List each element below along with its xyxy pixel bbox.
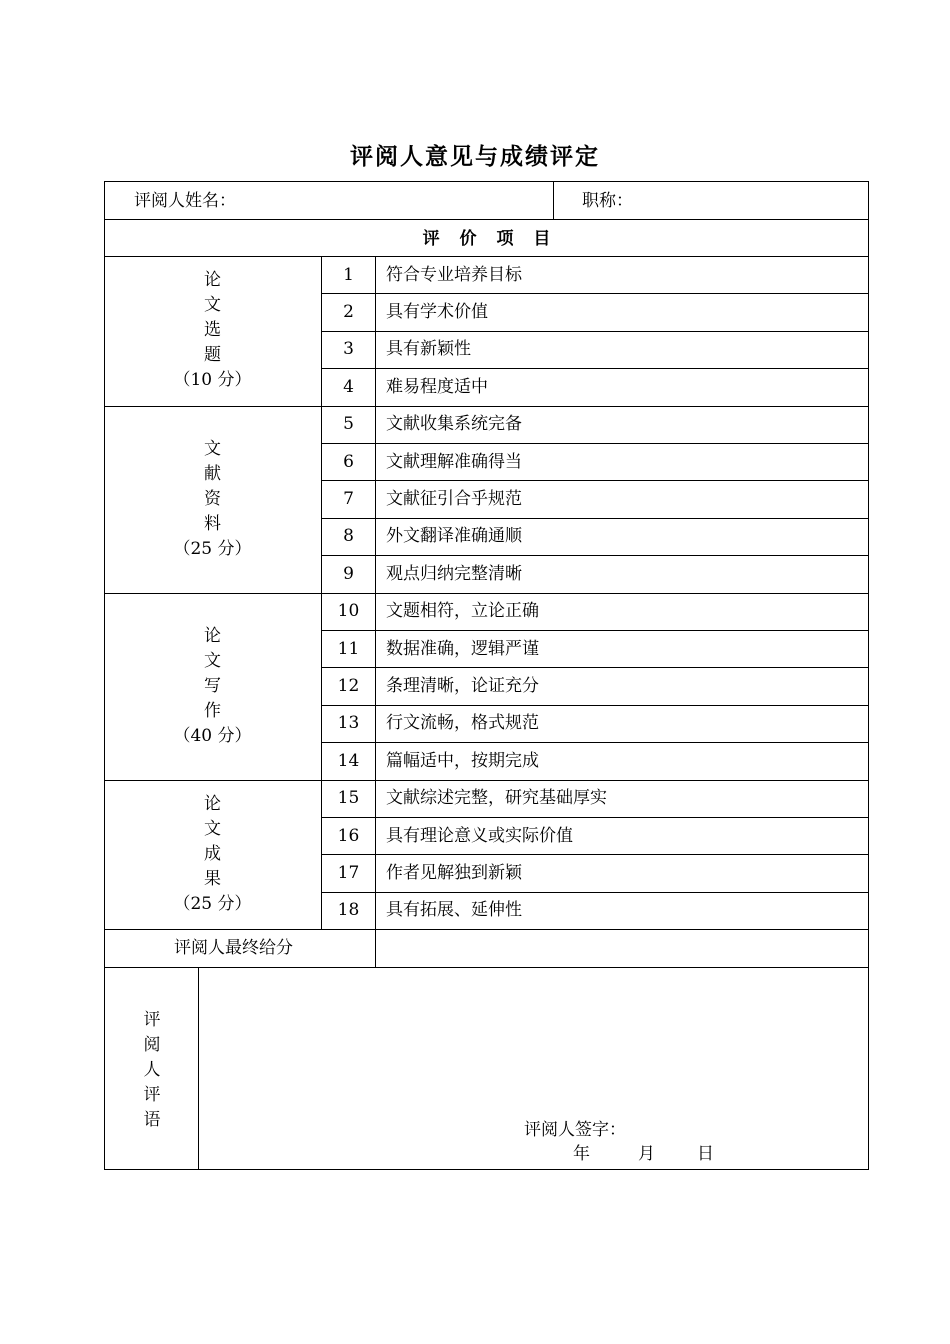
item-number: 16: [337, 825, 360, 846]
group-label: [104, 624, 321, 749]
date-month: 月: [638, 1144, 655, 1164]
date-day: 日: [697, 1144, 714, 1164]
signature-label: 评阅人签字：: [524, 1120, 626, 1140]
group-score: （40 分）: [173, 725, 252, 746]
item-number: 5: [343, 414, 354, 435]
section-heading: 评 价 项 目: [422, 229, 551, 249]
row-line: [321, 331, 869, 332]
item-text: 条理清晰，论证充分: [386, 675, 539, 696]
row-line: [321, 667, 869, 668]
item-number: 9: [343, 563, 354, 584]
row-line: [321, 406, 869, 407]
group-label: [104, 437, 321, 562]
row-line: [321, 705, 869, 706]
item-text: 文献综述完整，研究基础厚实: [386, 788, 607, 809]
group-label-char: 料: [204, 513, 221, 534]
item-number: 6: [343, 451, 354, 472]
group-label-char: 资: [204, 488, 221, 509]
item-text: 符合专业培养目标: [386, 264, 522, 285]
reviewer-name-label: 评阅人姓名：: [134, 191, 236, 211]
final-score-field[interactable]: [376, 930, 868, 967]
final-score-label: 评阅人最终给分: [174, 938, 293, 958]
header-divider: [553, 181, 554, 219]
item-text: 具有拓展、延伸性: [386, 900, 522, 921]
row-line: [321, 742, 869, 743]
item-text: 作者见解独到新颖: [386, 862, 522, 883]
group-label-char: 献: [204, 463, 221, 484]
group-label-char: 文: [204, 295, 221, 316]
comment-label-char: 人: [143, 1060, 161, 1080]
item-number: 11: [337, 638, 360, 659]
group-label-char: 文: [204, 650, 221, 671]
group-label-char: 写: [204, 675, 221, 696]
item-number: 8: [343, 526, 354, 547]
item-number: 15: [337, 788, 360, 809]
item-number: 14: [337, 750, 360, 771]
item-number: 7: [343, 488, 354, 509]
row-line: [321, 854, 869, 855]
item-text: 观点归纳完整清晰: [386, 563, 522, 584]
item-number: 2: [343, 301, 354, 322]
row-line: [321, 555, 869, 556]
item-text: 文献收集系统完备: [386, 414, 522, 435]
group-label-char: 论: [204, 270, 221, 291]
row-line: [321, 780, 869, 781]
group-line: [104, 593, 321, 594]
item-number: 17: [337, 862, 360, 883]
row-line: [104, 219, 869, 220]
row-line: [321, 480, 869, 481]
row-line: [321, 443, 869, 444]
item-text: 难易程度适中: [386, 376, 488, 397]
row-line: [321, 593, 869, 594]
date-year: 年: [573, 1144, 590, 1164]
item-number: 4: [343, 376, 354, 397]
item-number: 10: [337, 601, 360, 622]
comment-label: [130, 1008, 174, 1133]
row-line: [321, 518, 869, 519]
job-title-label: 职称：: [582, 191, 633, 211]
group-score: （10 分）: [173, 370, 252, 391]
row-line: [321, 368, 869, 369]
group-label-char: 文: [204, 818, 221, 839]
item-text: 文献征引合乎规范: [386, 488, 522, 509]
group-label-char: 成: [204, 843, 221, 864]
item-text: 具有理论意义或实际价值: [386, 825, 573, 846]
row-line: [321, 630, 869, 631]
group-label-char: 文: [204, 438, 221, 459]
item-text: 具有新颖性: [386, 339, 471, 360]
group-label-char: 论: [204, 625, 221, 646]
group-label-char: 果: [204, 868, 221, 889]
item-text: 具有学术价值: [386, 301, 488, 322]
group-label-char: 作: [204, 700, 221, 721]
comment-label-char: 语: [143, 1110, 161, 1130]
item-number: 13: [337, 713, 360, 734]
item-number: 12: [337, 675, 360, 696]
item-text: 篇幅适中，按期完成: [386, 750, 539, 771]
group-line: [104, 406, 321, 407]
comment-label-char: 评: [143, 1010, 161, 1030]
group-score: （25 分）: [173, 893, 252, 914]
group-label: [104, 268, 321, 393]
item-number: 1: [343, 264, 354, 285]
group-label-char: 论: [204, 793, 221, 814]
row-line: [321, 817, 869, 818]
row-line: [321, 892, 869, 893]
row-line: [104, 256, 869, 257]
group-score: （25 分）: [173, 538, 252, 559]
comment-label-char: 评: [143, 1085, 161, 1105]
item-text: 行文流畅，格式规范: [386, 713, 539, 734]
group-label-char: 题: [204, 345, 221, 366]
group-label-char: 选: [204, 320, 221, 341]
row-line: [321, 293, 869, 294]
item-number: 18: [337, 900, 360, 921]
group-line: [104, 929, 321, 930]
group-label: [104, 792, 321, 917]
item-text: 文献理解准确得当: [386, 451, 522, 472]
group-line: [104, 780, 321, 781]
page-title: 评阅人意见与成绩评定: [350, 143, 600, 170]
item-text: 数据准确，逻辑严谨: [386, 638, 539, 659]
item-number: 3: [343, 339, 354, 360]
item-text: 文题相符，立论正确: [386, 601, 539, 622]
item-text: 外文翻译准确通顺: [386, 526, 522, 547]
comment-label-char: 阅: [143, 1035, 161, 1055]
